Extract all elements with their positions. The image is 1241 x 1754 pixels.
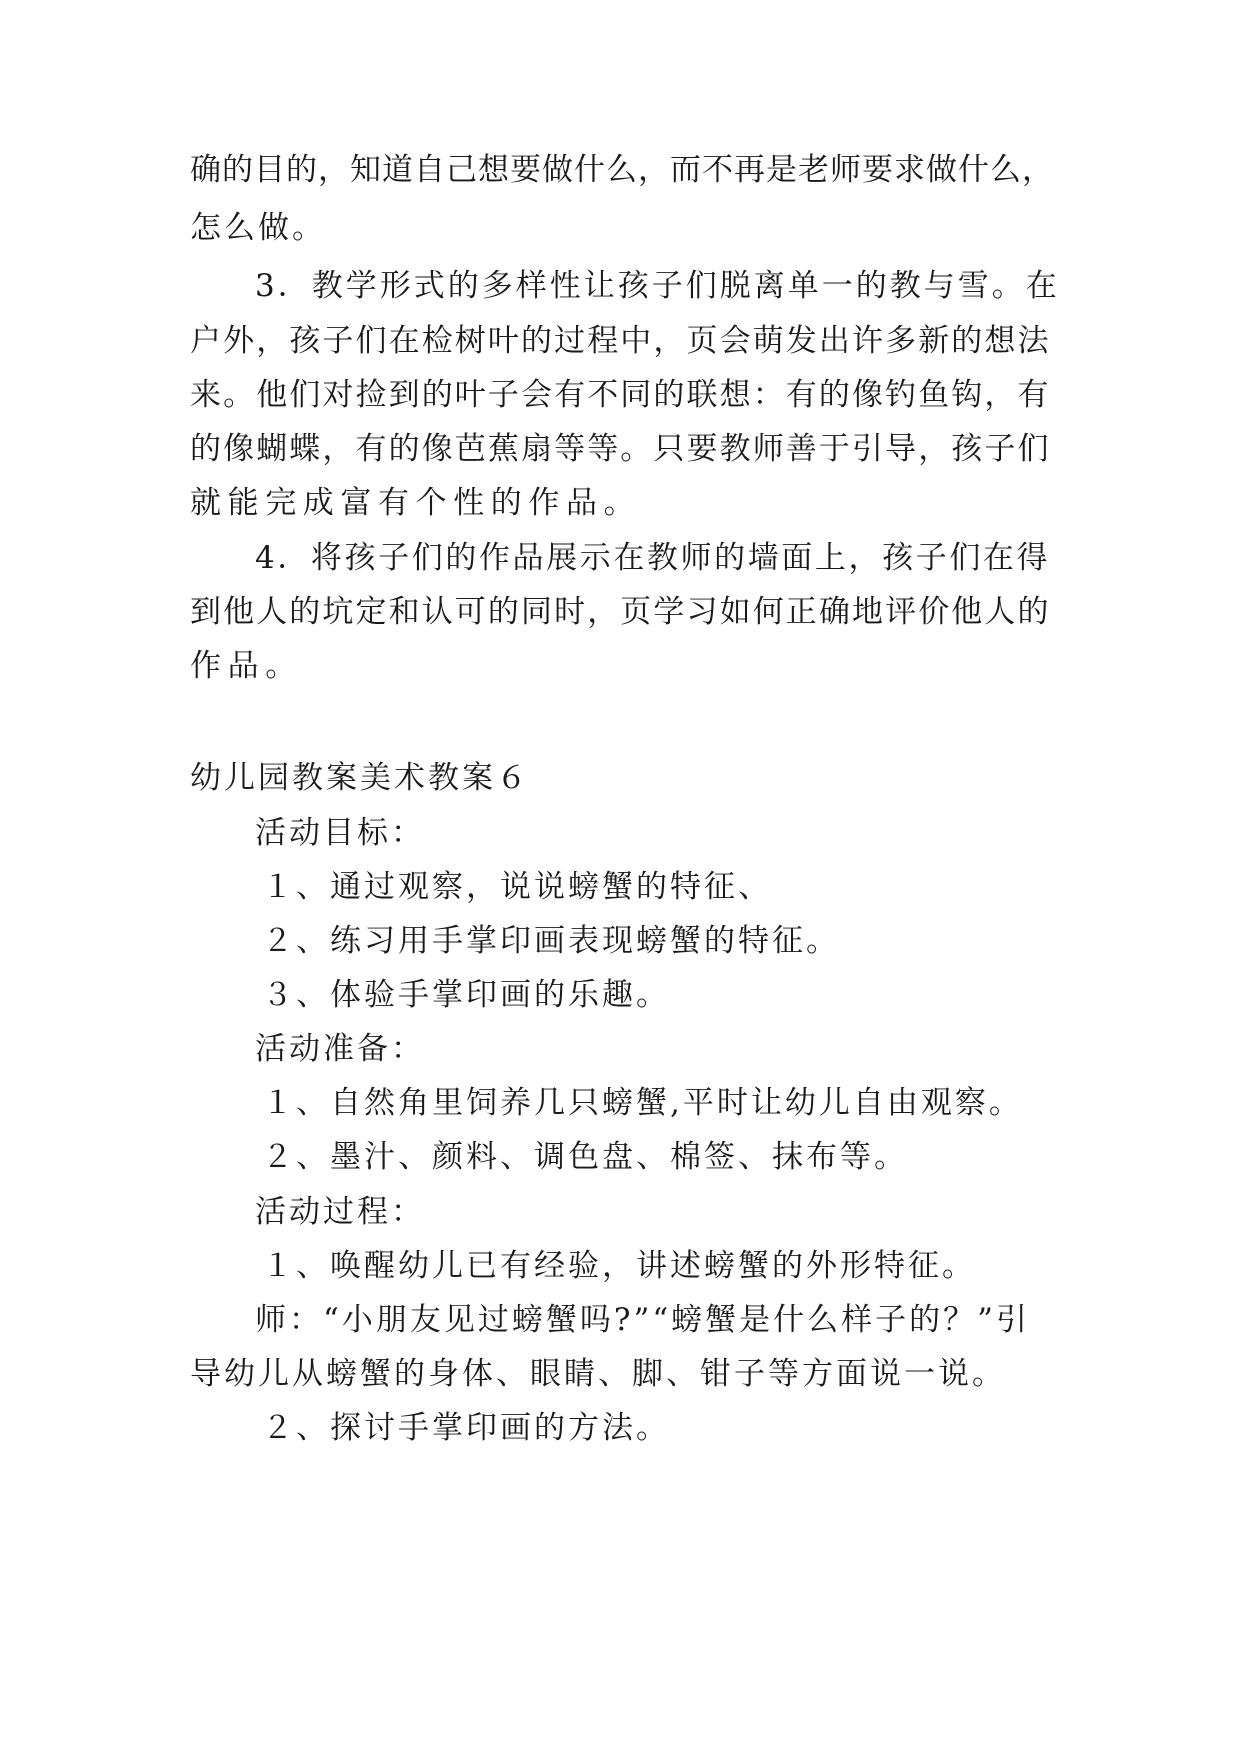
subheading: 活动准备：	[255, 1031, 425, 1067]
list-item: １、通过观察，说说螃蟹的特征、	[262, 869, 772, 905]
section-title: 幼儿园教案美术教案６	[190, 760, 530, 796]
paragraph-line: 来。他们对捡到的叶子会有不同的联想：有的像钓鱼钩，有	[190, 377, 1051, 413]
list-item: ２、墨汁、颜料、调色盘、棉签、抹布等。	[262, 1139, 908, 1175]
paragraph-line: 作品。	[190, 648, 303, 684]
list-item: １、自然角里饲养几只螃蟹,平时让幼儿自由观察。	[262, 1085, 1023, 1121]
paragraph-line: 3．教学形式的多样性让孩子们脱离单一的教与雪。在	[255, 268, 1060, 304]
paragraph-line: 确的目的，知道自己想要做什么，而不再是老师要求做什么，	[190, 152, 1054, 188]
list-item: １、唤醒幼儿已有经验，讲述螃蟹的外形特征。	[262, 1248, 976, 1284]
paragraph-line: 到他人的坑定和认可的同时，页学习如何正确地评价他人的	[190, 594, 1051, 630]
subheading: 活动目标：	[255, 815, 425, 851]
subheading: 活动过程：	[255, 1194, 425, 1230]
paragraph-line: 导幼儿从螃蟹的身体、眼睛、脚、钳子等方面说一说。	[190, 1356, 1006, 1392]
paragraph-line: 就能完成富有个性的作品。	[190, 485, 642, 521]
list-item: ２、探讨手掌印画的方法。	[262, 1410, 670, 1446]
list-item: ３、体验手掌印画的乐趣。	[262, 977, 670, 1013]
paragraph-line: 4．将孩子们的作品展示在教师的墙面上，孩子们在得	[255, 540, 1051, 576]
paragraph-line: 户外，孩子们在检树叶的过程中，页会萌发出许多新的想法	[190, 323, 1051, 359]
list-item: ２、练习用手掌印画表现螃蟹的特征。	[262, 923, 840, 959]
paragraph-line: 怎么做。	[190, 210, 326, 246]
paragraph-line: 的像蝴蝶，有的像芭蕉扇等等。只要教师善于引导，孩子们	[190, 431, 1051, 467]
paragraph-line: 师：“小朋友见过螃蟹吗?”“螃蟹是什么样子的？”引	[255, 1302, 1031, 1338]
